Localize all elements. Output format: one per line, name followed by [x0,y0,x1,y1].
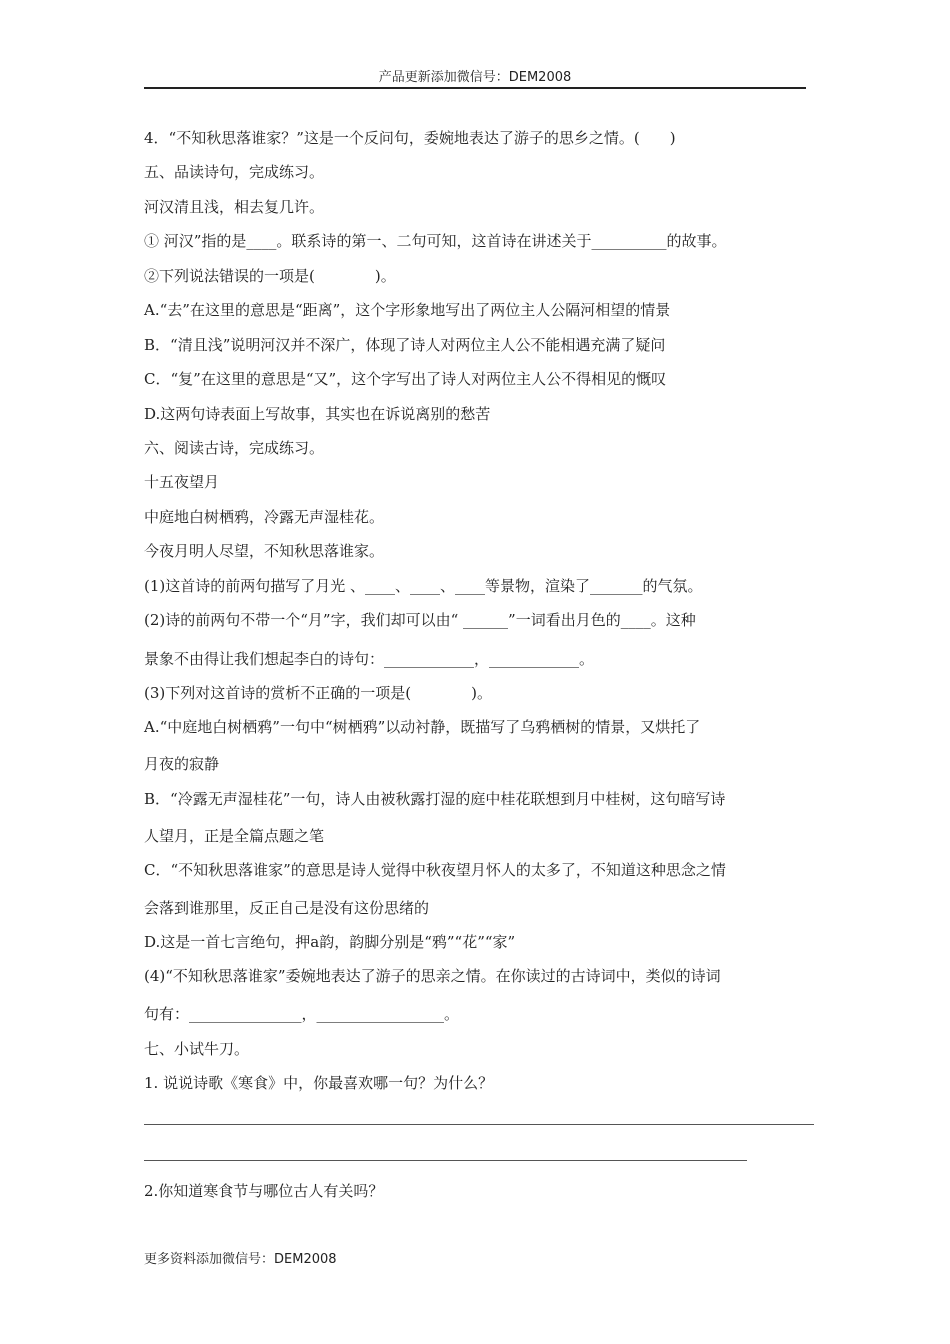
section-6-question-3: (3)下列对这首诗的赏析不正确的一项是( )。 [144,684,492,702]
poem-excerpt-line: 河汉清且浅，相去复几许。 [144,198,325,216]
q3-option-c: C．“不知秋思落谁家”的意思是诗人觉得中秋夜望月怀人的太多了，不知道这种思念之情 [144,861,726,879]
answer-line-1 [144,1124,814,1125]
q3-option-b-cont: 人望月，正是全篇点题之笔 [144,827,325,845]
option-a: A.“去”在这里的意思是“距离”，这个字形象地写出了两位主人公隔河相望的情景 [144,301,671,319]
q3-option-b: B．“冷露无声湿桂花”一句，诗人由被秋露打湿的庭中桂花联想到月中桂树，这句暗写诗 [144,790,726,808]
q3-option-d: D.这是一首七言绝句，押a韵，韵脚分别是“鸦”“花”“家” [144,933,516,951]
poem-line-1: 中庭地白树栖鸦，冷露无声湿桂花。 [144,508,385,526]
section-7-question-2: 2.你知道寒食节与哪位古人有关吗？ [144,1182,384,1200]
section-6-question-1: (1)这首诗的前两句描写了月光 、____、____、____等景物，渲染了_______的气氛。 [144,577,703,595]
page-header: 产品更新添加微信号：DEM2008 [378,70,572,85]
q3-option-c-cont: 会落到谁那里，反正自己是没有这份思绪的 [144,899,430,917]
poem-title: 十五夜望月 [144,473,220,491]
section-6-question-4: (4)“不知秋思落谁家”委婉地表达了游子的思亲之情。在你读过的古诗词中，类似的诗词 [144,967,721,985]
option-d: D.这两句诗表面上写故事，其实也在诉说离别的愁苦 [144,405,491,423]
section-7-heading: 七、小试牛刀。 [144,1040,250,1058]
poem-line-2: 今夜月明人尽望，不知秋思落谁家。 [144,542,385,560]
q3-option-a: A.“中庭地白树栖鸦”一句中“树栖鸦”以动衬静，既描写了乌鸦栖树的情景，又烘托了 [144,718,701,736]
section-6-heading: 六、阅读古诗，完成练习。 [144,439,325,457]
section-6-question-4-cont: 句有：_______________，_________________。 [144,1005,460,1023]
question-4-line: 4．“不知秋思落谁家？”这是一个反问句，委婉地表达了游子的思乡之情。( ) [144,129,676,147]
option-b: B．“清且浅”说明河汉并不深广，体现了诗人对两位主人公不能相遇充满了疑问 [144,336,666,354]
q3-option-a-cont: 月夜的寂静 [144,755,220,773]
section-6-question-2-cont: 景象不由得让我们想起李白的诗句：____________，____________。 [144,650,595,668]
section-5-question-1: ① 河汉”指的是____。联系诗的第一、二句可知，这首诗在讲述关于__________的故事。 [144,232,727,250]
section-5-question-2: ②下列说法错误的一项是( )。 [144,267,396,285]
answer-line-2 [144,1160,747,1161]
option-c: C．“复”在这里的意思是“又”，这个字写出了诗人对两位主人公不得相见的慨叹 [144,370,667,388]
section-6-question-2: (2)诗的前两句不带一个“月”字，我们却可以由“ ______”一词看出月色的____。这种 [144,611,696,629]
page-footer: 更多资料添加微信号：DEM2008 [144,1252,337,1267]
section-7-question-1: 1. 说说诗歌《寒食》中，你最喜欢哪一句？为什么？ [144,1074,494,1092]
section-5-heading: 五、品读诗句，完成练习。 [144,163,325,181]
header-divider [144,87,806,89]
